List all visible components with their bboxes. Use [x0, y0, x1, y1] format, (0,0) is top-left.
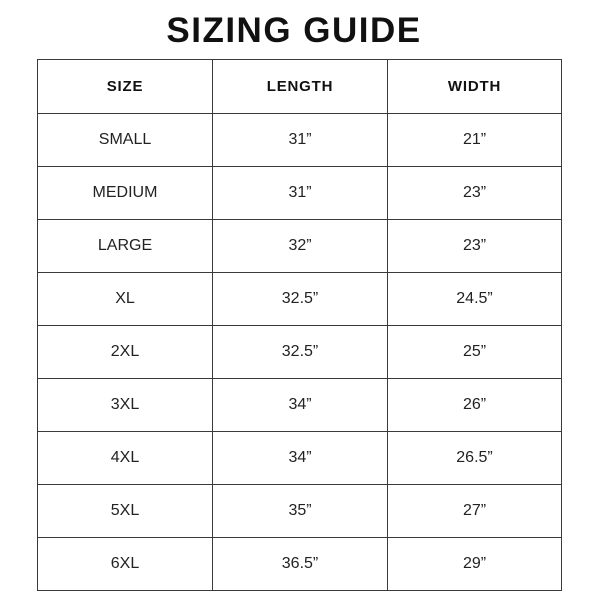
length-cell: 32.5”	[213, 326, 388, 379]
table-header-row	[38, 60, 562, 114]
size-cell: 2XL	[38, 326, 213, 379]
length-cell: 36.5”	[213, 538, 388, 591]
size-cell: MEDIUM	[38, 167, 213, 220]
page-title: SIZING GUIDE	[166, 11, 422, 50]
width-cell: 24.5”	[388, 273, 562, 326]
width-cell: 27”	[388, 485, 562, 538]
table-row	[38, 326, 562, 379]
length-cell: 31”	[213, 167, 388, 220]
width-cell: 26.5”	[388, 432, 562, 485]
length-cell: 32.5”	[213, 273, 388, 326]
size-cell: SMALL	[38, 114, 213, 167]
length-cell: 35”	[213, 485, 388, 538]
length-cell: 32”	[213, 220, 388, 273]
width-cell: 21”	[388, 114, 562, 167]
table-row	[38, 432, 562, 485]
length-cell: 34”	[213, 432, 388, 485]
table-row	[38, 220, 562, 273]
table-row	[38, 167, 562, 220]
size-cell: 3XL	[38, 379, 213, 432]
size-cell: 4XL	[38, 432, 213, 485]
table-row	[38, 273, 562, 326]
size-cell: 6XL	[38, 538, 213, 591]
size-cell: XL	[38, 273, 213, 326]
header-size: SIZE	[38, 60, 213, 114]
header-width: WIDTH	[388, 60, 562, 114]
length-cell: 31”	[213, 114, 388, 167]
length-cell: 34”	[213, 379, 388, 432]
table-row	[38, 538, 562, 591]
header-length: LENGTH	[213, 60, 388, 114]
table-row	[38, 485, 562, 538]
width-cell: 25”	[388, 326, 562, 379]
size-cell: 5XL	[38, 485, 213, 538]
table-row	[38, 114, 562, 167]
width-cell: 26”	[388, 379, 562, 432]
size-cell: LARGE	[38, 220, 213, 273]
sizing-table	[37, 59, 562, 591]
width-cell: 29”	[388, 538, 562, 591]
table-row	[38, 379, 562, 432]
width-cell: 23”	[388, 167, 562, 220]
width-cell: 23”	[388, 220, 562, 273]
